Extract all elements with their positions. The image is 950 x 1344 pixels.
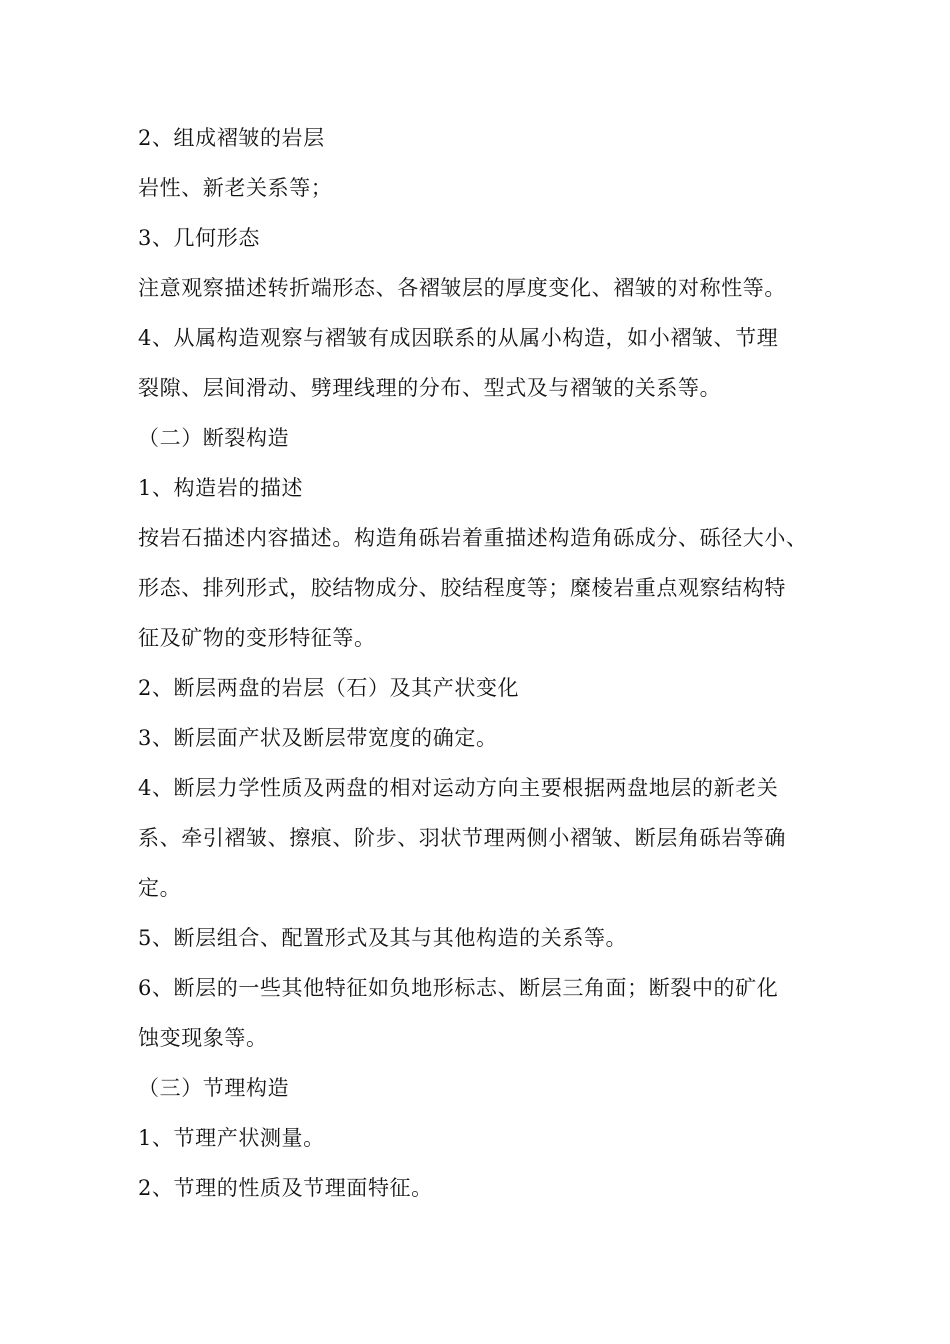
paragraph-line: 注意观察描述转折端形态、各褶皱层的厚度变化、褶皱的对称性等。 [138, 276, 786, 300]
item-heading-joint-attitude: 1、节理产状测量。 [138, 1126, 325, 1150]
paragraph-line: 岩性、新老关系等； [138, 176, 333, 200]
paragraph-line: 形态、排列形式，胶结物成分、胶结程度等；糜棱岩重点观察结构特 [138, 576, 786, 600]
paragraph-line: 蚀变现象等。 [138, 1026, 268, 1050]
item-heading-fault-other-features: 6、断层的一些其他特征如负地形标志、断层三角面；断裂中的矿化 [138, 976, 779, 1000]
paragraph-line: 按岩石描述内容描述。构造角砾岩着重描述构造角砾成分、砾径大小、 [138, 526, 808, 550]
paragraph-line: 定。 [138, 876, 182, 900]
item-heading-fault-combination: 5、断层组合、配置形式及其与其他构造的关系等。 [138, 926, 628, 950]
item-heading-geometry: 3、几何形态 [138, 226, 260, 250]
section-heading-joint: （三）节理构造 [138, 1076, 290, 1100]
item-heading-fault-mechanics: 4、断层力学性质及两盘的相对运动方向主要根据两盘地层的新老关 [138, 776, 779, 800]
item-heading-fold-strata: 2、组成褶皱的岩层 [138, 126, 325, 150]
item-heading-fault-plane: 3、断层面产状及断层带宽度的确定。 [138, 726, 498, 750]
paragraph-line: 征及矿物的变形特征等。 [138, 626, 376, 650]
item-heading-tectonite: 1、构造岩的描述 [138, 476, 304, 500]
paragraph-line: 裂隙、层间滑动、劈理线理的分布、型式及与褶皱的关系等。 [138, 376, 722, 400]
section-heading-fault: （二）断裂构造 [138, 426, 290, 450]
item-heading-subsidiary-structures: 4、从属构造观察与褶皱有成因联系的从属小构造，如小褶皱、节理 [138, 326, 779, 350]
item-heading-joint-nature: 2、节理的性质及节理面特征。 [138, 1176, 433, 1200]
item-heading-fault-walls: 2、断层两盘的岩层（石）及其产状变化 [138, 676, 520, 700]
paragraph-line: 系、牵引褶皱、擦痕、阶步、羽状节理两侧小褶皱、断层角砾岩等确 [138, 826, 786, 850]
